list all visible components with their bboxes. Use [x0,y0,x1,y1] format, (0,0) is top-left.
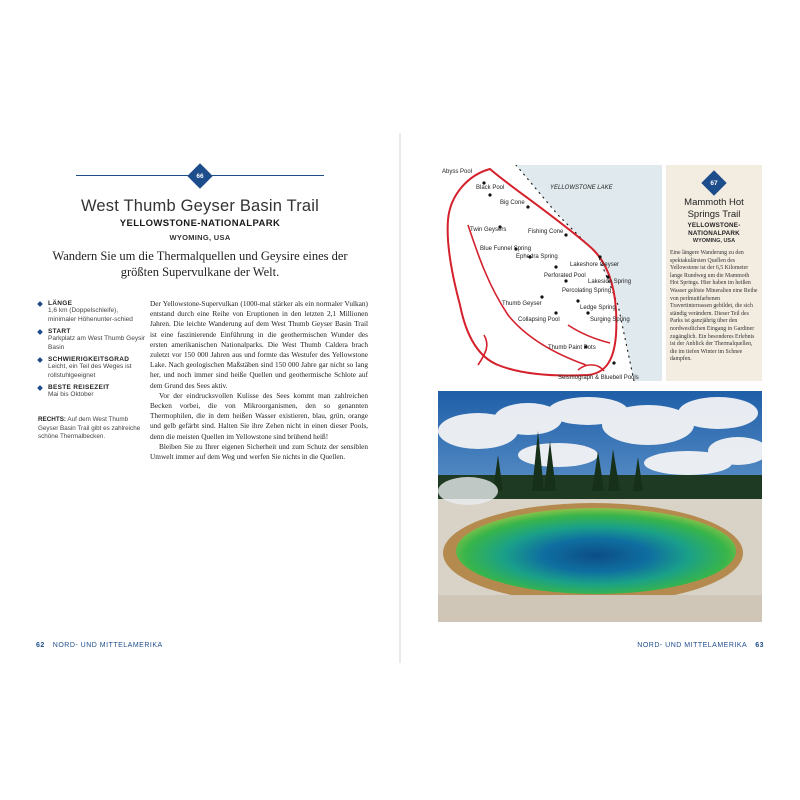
caption-label: RECHTS: [38,416,66,423]
map-label: Blue Funnel Spring [480,246,532,252]
park-name: YELLOWSTONE-NATIONALPARK [119,218,281,229]
body-paragraph: Der Yellowstone-Supervulkan (1000-mal stärker als ein normaler Vulkan) entstand durch eine Reihe von Eruptionen in den letzten 2,1 Millionen Jahren. Die leichte Wanderung auf dem West Thumb Geyser Basin Trail ist eine faszinierende Einführung in die geothermischen Wunder des ersten amerikanischen Nationalparks. Die West Thumb Caldera brach zuletzt vor 150 000 Jahren aus und formte das Westufer des Yellowstone Lake. Nach geologischen Maßstäben sind 150 000 Jahre gar nicht so lang her, und noch immer sind heiße Quellen und geothermische Schlote auf dem Grund des Sees aktiv. [150,299,368,390]
caption-text: Auf dem West Thumb Geyser Basin Trail gibt es zahlreiche schöne Thermalbecken. [38,416,141,440]
sidebar-number: 67 [710,179,718,187]
fact-difficulty [38,356,148,380]
map-label-lake: YELLOWSTONE LAKE [550,185,613,191]
foreground-crust [438,595,762,622]
hot-spring-photo [438,391,762,622]
pool-water [456,508,736,594]
map-label: Thumb Paint Pots [548,345,596,351]
map-label: Surging Spring [590,317,630,323]
map-label: Lakeshore Geyser [570,262,620,268]
trail-location: WYOMING, USA [169,233,231,242]
sidebar-number-badge [701,170,726,195]
map-label: Thumb Geyser [502,301,542,307]
right-page [400,133,800,663]
fact-value: Parkplatz am West Thumb Geysir Basin [48,335,145,351]
fact-value: 1,6 km (Doppelschleife), minimaler Höhenunter-schied [48,307,133,323]
map-label: Ledge Spring [580,305,616,311]
hot-spring-illustration [438,391,762,622]
fact-value: Leicht, ein Teil des Weges ist rollstuhlgeeignet [48,363,132,379]
map-label: Collapsing Pool [518,317,560,323]
running-head: NORD- UND MITTELAMERIKA [637,642,748,649]
sidebar-park: YELLOWSTONE-NATIONALPARK [687,222,741,237]
fact-season [38,384,148,400]
trail-title: West Thumb Geyser Basin Trail [80,197,320,215]
map-label: Ephedra Spring [516,254,558,260]
trail-number: 66 [196,172,204,180]
body-paragraph: Vor der eindrucksvollen Kulisse des Sees kommt man zahlreichen Becken vorbei, die von Mikroorganismen, den so genannten Thermophilen, die in dem heißen Wasser existieren, blau, grün, orange und gelb gefärbt sind. Halten Sie ihre Zehen nicht in einen dieser Pools, denn die meisten Quellen im Yellowstone sind brühend heiß! [150,390,368,441]
map-label: Lakeside Spring [588,279,632,285]
sidebar-box [666,165,762,381]
map-label: Percolating Spring [562,288,612,294]
fact-length [38,300,148,324]
trail-subtitle: Wandern Sie um die Thermalquellen und Geysire eines der größten Supervulkane der Welt. [52,249,348,279]
left-page [0,133,400,663]
trail-spur [568,325,610,343]
fact-start [38,328,148,352]
bullet-diamond-icon [37,385,43,391]
map-label: Seismograph & Bluebell Pools [558,375,639,381]
map-label: Big Cone [500,200,525,206]
bullet-diamond-icon [37,357,43,363]
page-number: 63 [755,642,764,649]
book-spread [0,133,800,663]
bullet-diamond-icon [37,329,43,335]
steam [438,477,498,505]
fact-label: START [48,328,71,335]
footer-right [637,642,764,649]
sidebar-title: Mammoth Hot Springs Trail [684,197,744,220]
map-label: Black Pool [476,185,505,191]
trail-map-svg [438,165,662,381]
map-label: Fishing Cone [528,229,564,235]
fact-label: LÄNGE [48,300,73,307]
header-rule-left [76,175,188,176]
header-rule-right [212,175,324,176]
fact-label: BESTE REISEZEIT [48,384,110,391]
map-label: Twin Geysers [470,227,507,233]
footer-left [36,642,163,649]
sidebar-text: Eine längere Wanderung zu den spektakulärsten Quellen des Yellowstone ist der 6,5 Kilometer lange Rundweg um die Mammoth Hot Springs. Hier haben im heißen Wasser gelöste Mineralien eine Reihe von perlmuttfarbenen Travertinterrassen gebildet, die sich ständig verändern. Dieser Teil des Parks ist ganzjährig über den nordwestlichen Eingang in Gardiner zugänglich. Ein besonderes Erlebnis ist der Anblick der Thermalquellen, die im tiefen Winter im Schnee dampfen. [670,250,758,363]
bullet-diamond-icon [37,301,43,307]
photo-caption [38,416,146,442]
running-head: NORD- UND MITTELAMERIKA [52,642,163,649]
map-label: Abyss Pool [442,169,473,175]
sidebar-location: WYOMING, USA [692,238,736,244]
body-text [150,299,368,462]
page-number: 62 [36,642,45,649]
fact-list [38,300,148,404]
fact-value: Mai bis Oktober [48,391,94,398]
trail-map [438,165,662,381]
body-paragraph: Bleiben Sie zu Ihrer eigenen Sicherheit und zum Schutz der sensiblen Umwelt immer auf dem Weg und werfen Sie nichts in die Quellen. [150,441,368,462]
fact-label: SCHWIERIGKEITSGRAD [48,356,130,363]
trail-number-badge [187,163,212,188]
map-label: Perforated Pool [544,273,586,279]
